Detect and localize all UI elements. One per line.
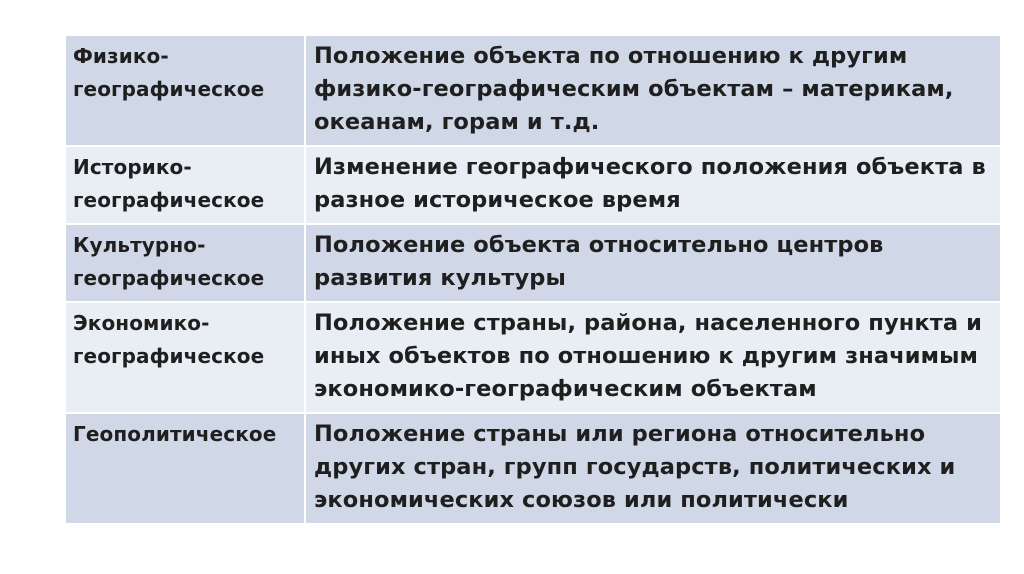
table-row [65,146,1000,224]
definition-cell: Положение объекта по отношению к другим физико-географическим объектам – материкам, океанам, горам и т.д. [305,35,1000,146]
table-row [65,35,1000,146]
definition-cell: Положение страны или региона относительно других стран, групп государств, политических и экономических союзов или политически [305,413,1000,524]
definition-cell: Положение объекта относительно центров развития культуры [305,224,1000,302]
table-row [65,224,1000,302]
term-cell: Геополитическое [65,413,305,524]
table-container [64,34,1000,524]
definition-cell: Положение страны, района, населенного пункта и иных объектов по отношению к другим значимым экономико-географическим объектам [305,302,1000,413]
term-cell: Культурно-географическое [65,224,305,302]
term-cell: Экономико-географическое [65,302,305,413]
term-cell: Физико-географическое [65,35,305,146]
table-row [65,302,1000,413]
table-row [65,413,1000,524]
term-cell: Историко-географическое [65,146,305,224]
definition-cell: Изменение географического положения объекта в разное историческое время [305,146,1000,224]
geo-position-table [64,34,1000,524]
